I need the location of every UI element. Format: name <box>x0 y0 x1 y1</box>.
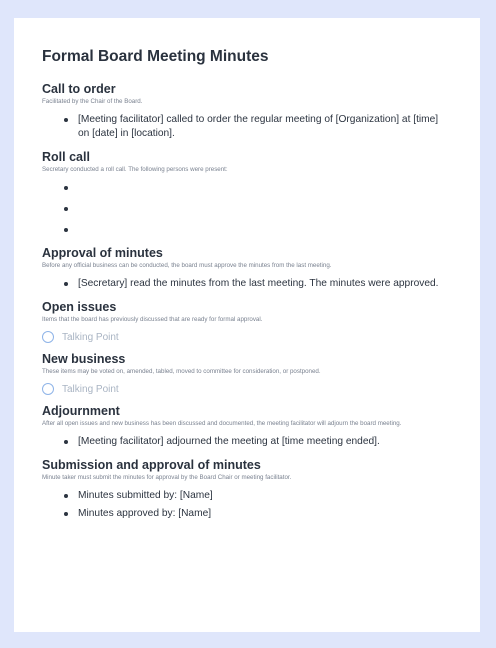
list-item[interactable]: Minutes approved by: [Name] <box>64 507 452 521</box>
section-heading: Open issues <box>42 300 117 314</box>
section-heading: Call to order <box>42 82 116 96</box>
section-description: Items that the board has previously discussed that are ready for formal approval. <box>42 316 263 323</box>
section-call-to-order <box>42 82 452 141</box>
list-item[interactable]: [Meeting facilitator] called to order the regular meeting of [Organization] at [time] on [date] in [location]. <box>64 113 452 141</box>
bullet-list <box>42 277 452 291</box>
section-description: After all open issues and new business has been discussed and documented, the meeting facilitator will adjourn the board meeting. <box>42 420 402 427</box>
section-description: Before any official business can be conducted, the board must approve the minutes from the last meeting. <box>42 262 332 269</box>
list-item[interactable]: [Secretary] read the minutes from the last meeting. The minutes were approved. <box>64 277 452 291</box>
section-roll-call <box>42 150 452 237</box>
section-heading: Roll call <box>42 150 90 164</box>
section-heading: Adjournment <box>42 404 120 418</box>
section-heading: New business <box>42 352 126 366</box>
bullet-list <box>42 489 452 521</box>
list-item[interactable] <box>64 181 452 195</box>
section-description: Minute taker must submit the minutes for approval by the Board Chair or meeting facilitator. <box>42 474 292 481</box>
section-new-business <box>42 352 452 395</box>
section-description: These items may be voted on, amended, tabled, moved to committee for consideration, or postponed. <box>42 368 321 375</box>
section-adjournment <box>42 404 452 449</box>
radio-circle-icon[interactable] <box>42 383 54 395</box>
list-item[interactable]: [Meeting facilitator] adjourned the meeting at [time meeting ended]. <box>64 435 452 449</box>
list-item[interactable] <box>64 202 452 216</box>
list-item[interactable] <box>64 223 452 237</box>
radio-circle-icon[interactable] <box>42 331 54 343</box>
section-heading: Submission and approval of minutes <box>42 458 261 472</box>
document-title: Formal Board Meeting Minutes <box>42 48 269 65</box>
bullet-list <box>42 181 452 237</box>
section-open-issues <box>42 300 452 343</box>
section-approval-of-minutes <box>42 246 452 291</box>
section-description: Secretary conducted a roll call. The following persons were present: <box>42 166 228 173</box>
talking-point[interactable] <box>42 331 452 343</box>
talking-point-placeholder: Talking Point <box>62 383 119 395</box>
section-heading: Approval of minutes <box>42 246 163 260</box>
talking-point[interactable] <box>42 383 452 395</box>
document-page <box>14 18 480 632</box>
talking-point-placeholder: Talking Point <box>62 331 119 343</box>
section-submission-and-approval <box>42 458 452 521</box>
section-description: Facilitated by the Chair of the Board. <box>42 98 143 105</box>
bullet-list <box>42 113 452 141</box>
bullet-list <box>42 435 452 449</box>
list-item[interactable]: Minutes submitted by: [Name] <box>64 489 452 503</box>
